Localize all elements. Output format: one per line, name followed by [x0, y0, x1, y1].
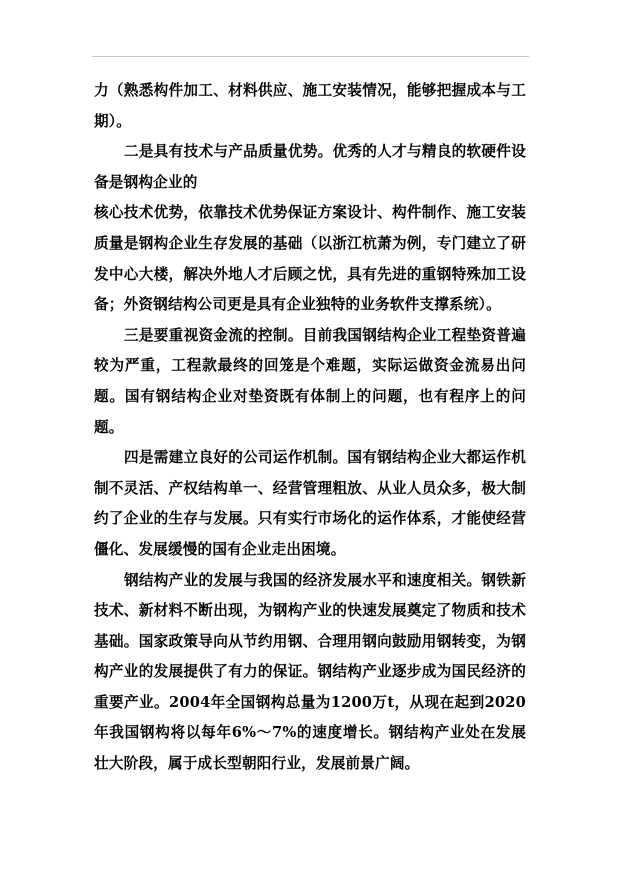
- document-body: [94, 76, 526, 780]
- header-rule: [92, 56, 529, 57]
- paragraph-core-technology: 核心技术优势，依靠技术优势保证方案设计、构件制作、施工安装质量是钢构企业生存发展的基础（以浙江杭萧为例，专门建立了研发中心大楼，解决外地人才后顾之忧，具有先进的重钢特殊加工设备；外资钢结构公司更是具有企业独特的业务软件支撑系统）。: [94, 204, 526, 314]
- paragraph-industry-outlook: 钢结构产业的发展与我国的经济发展水平和速度相关。钢铁新技术、新材料不断出现，为钢构产业的快速发展奠定了物质和技术基础。国家政策导向从节约用钢、合理用钢向鼓励用钢转变，为钢构产业的发展提供了有力的保证。钢结构产业逐步成为国民经济的重要产业。2004年全国钢构总量为1200万t，从现在起到2020年我国钢构将以每年6%～7%的速度增长。钢结构产业处在发展壮大阶段，属于成长型朝阳行业，发展前景广阔。: [94, 571, 526, 773]
- paragraph-cash-flow: 三是要重视资金流的控制。目前我国钢结构企业工程垫资普遍较为严重，工程款最终的回笼是个难题，实际运做资金流易出问题。国有钢结构企业对垫资既有体制上的问题，也有程序上的问题。: [94, 326, 526, 436]
- paragraph-technology-advantage: 二是具有技术与产品质量优势。优秀的人才与精良的软硬件设备是钢构企业的: [94, 143, 526, 191]
- paragraph-operating-mechanism: 四是需建立良好的公司运作机制。国有钢结构企业大都运作机制不灵活、产权结构单一、经营管理粗放、从业人员众多，极大制约了企业的生存与发展。只有实行市场化的运作体系，才能使经营僵化、发展缓慢的国有企业走出困境。: [94, 449, 526, 558]
- paragraph-continuation: 力（熟悉构件加工、材料供应、施工安装情况，能够把握成本与工期）。: [94, 82, 526, 130]
